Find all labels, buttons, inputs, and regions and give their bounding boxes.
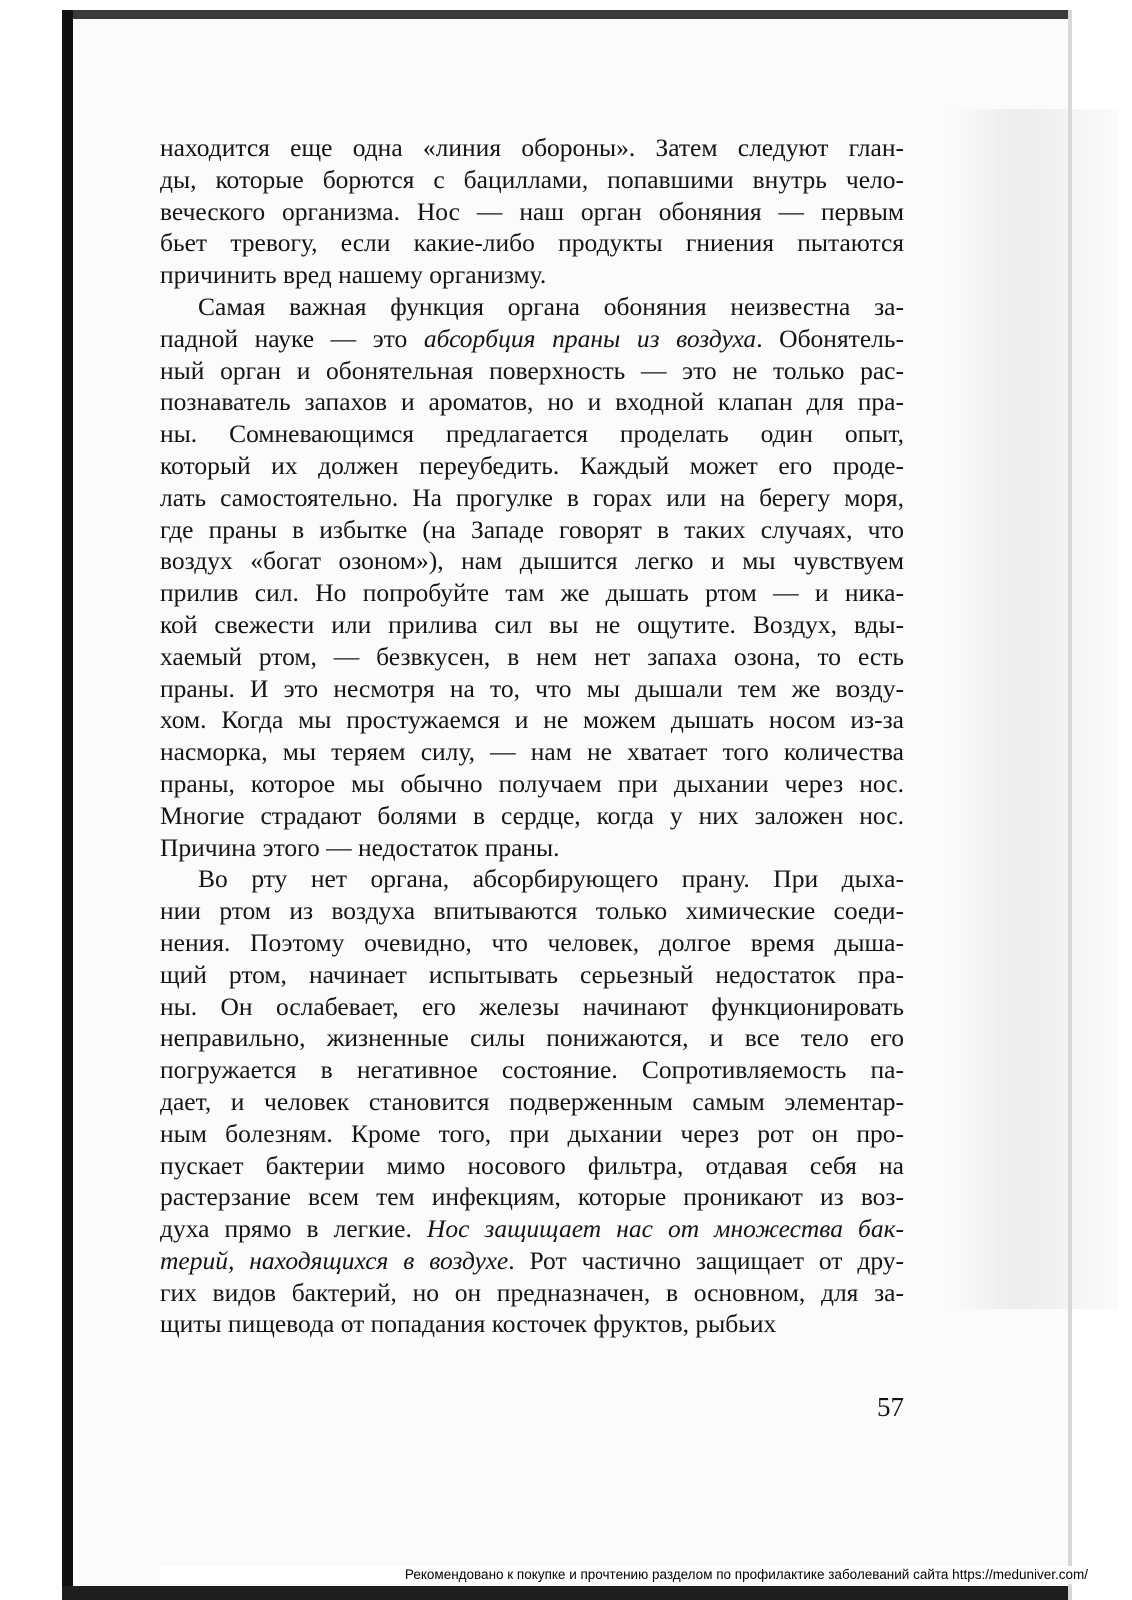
text-line (160, 1277, 904, 1309)
text-segment: бьет тревогу, если какие-либо продукты гниения пытаются (160, 228, 904, 258)
text-line (160, 227, 904, 259)
text-line (160, 164, 904, 196)
italic-text: Нос защищает нас от множества бак- (426, 1214, 904, 1244)
text-segment: щий ртом, начинает испытывать серьезный недостаток пра- (160, 959, 904, 989)
text-segment: хаемый ртом, — безвкусен, в нем нет запаха озона, то есть (160, 641, 904, 671)
text-line (160, 927, 904, 959)
text-line (160, 545, 904, 577)
text-segment: неправильно, жизненные силы понижаются, и все тело его (160, 1023, 904, 1053)
text-segment: ны. Сомневающимся предлагается проделать один опыт, (160, 419, 904, 449)
text-line (160, 1308, 904, 1340)
text-segment: находится еще одна «линия обороны». Затем следуют глан- (160, 133, 904, 162)
text-segment: веческого организма. Нос — наш орган обоняния — первым (160, 196, 904, 226)
text-line (160, 386, 904, 418)
text-line (160, 1213, 904, 1245)
text-line (160, 895, 904, 927)
text-segment: познаватель запахов и ароматов, но и входной клапан для пра- (160, 387, 904, 417)
text-line (160, 323, 904, 355)
text-line (160, 800, 904, 832)
scan-border-left (62, 10, 73, 1600)
text-line (160, 832, 904, 864)
text-segment: духа прямо в легкие. (160, 1214, 427, 1244)
text-line (160, 959, 904, 991)
text-line (160, 991, 904, 1023)
text-segment: падной науке — это (160, 323, 424, 353)
text-segment: воздух «богат озоном»), нам дышится легко и мы чувствуем (160, 546, 904, 576)
text-segment: Во рту нет органа, абсорбирующего прану. При дыха- (198, 864, 904, 894)
text-segment: Причина этого — недостаток праны. (160, 832, 560, 862)
text-segment: праны. И это несмотря на то, что мы дышали тем же возду- (160, 673, 904, 703)
footer-recommendation: Рекомендовано к покупке и прочтению разделом по профилактике заболеваний сайта https://meduniver.com/ (160, 1566, 1088, 1584)
body-text (160, 132, 904, 1340)
text-line (160, 1054, 904, 1086)
text-segment: ным болезням. Кроме того, при дыхании через рот он про- (160, 1118, 904, 1148)
text-segment: хом. Когда мы простужаемся и не можем дышать носом из-за (160, 705, 904, 735)
text-segment: нения. Поэтому очевидно, что человек, долгое время дыша- (160, 927, 904, 957)
text-line (160, 1086, 904, 1118)
text-segment: ды, которые борются с бациллами, попавшими внутрь чело- (160, 164, 904, 194)
text-segment: лать самостоятельно. На прогулке в горах или на берегу моря, (160, 482, 904, 512)
scan-border-right (1068, 10, 1072, 1600)
text-line (160, 482, 904, 514)
text-line (160, 514, 904, 546)
italic-text: терий, находящихся в воздухе (160, 1245, 509, 1275)
text-line (160, 355, 904, 387)
text-segment: который их должен переубедить. Каждый может его проде- (160, 450, 904, 480)
text-line (160, 673, 904, 705)
text-line (160, 768, 904, 800)
text-line (160, 1118, 904, 1150)
scan-margin (0, 0, 62, 1600)
text-segment: праны, которое мы обычно получаем при дыхании через нос. (160, 768, 904, 798)
text-line (160, 259, 904, 291)
text-line (160, 1245, 904, 1277)
text-segment: ный орган и обонятельная поверхность — это не только рас- (160, 355, 904, 385)
italic-text: абсорбция праны из воздуха (423, 323, 757, 353)
text-segment: причинить вред нашему организму. (160, 260, 547, 290)
text-segment: щиты пищевода от попадания косточек фруктов, рыбьих (160, 1309, 777, 1339)
text-line (160, 291, 904, 323)
text-line (160, 704, 904, 736)
text-segment: дает, и человек становится подверженным самым элементар- (160, 1086, 904, 1116)
text-segment: погружается в негативное состояние. Сопротивляемость па- (160, 1055, 904, 1085)
text-segment: растерзание всем тем инфекциям, которые проникают из воз- (160, 1182, 904, 1212)
page-number: 57 (877, 1392, 904, 1422)
text-line (160, 863, 904, 895)
scan-border-bottom (62, 1586, 1072, 1600)
text-segment: . Обонятель- (756, 323, 904, 353)
show-through-shadow (948, 109, 1118, 1309)
text-line (160, 1150, 904, 1182)
text-line (160, 1181, 904, 1213)
text-segment: . Рот частично защищает от дру- (508, 1245, 904, 1275)
text-line (160, 736, 904, 768)
text-segment: кой свежести или прилива сил вы не ощутите. Воздух, вды- (160, 609, 904, 639)
text-line (160, 577, 904, 609)
text-segment: Многие страдают болями в сердце, когда у них заложен нос. (160, 800, 904, 830)
text-line (160, 1022, 904, 1054)
text-segment: нии ртом из воздуха впитываются только химические соеди- (160, 896, 904, 926)
text-segment: насморка, мы теряем силу, — нам не хватает того количества (160, 737, 904, 767)
text-segment: гих видов бактерий, но он предназначен, в основном, для за- (160, 1277, 904, 1307)
text-segment: прилив сил. Но попробуйте там же дышать ртом — и ника- (160, 578, 904, 608)
text-line (160, 418, 904, 450)
scan-border-top (62, 10, 1072, 19)
text-segment: пускает бактерии мимо носового фильтра, отдавая себя на (160, 1150, 904, 1180)
text-segment: ны. Он ослабевает, его железы начинают функционировать (160, 991, 904, 1021)
text-line (160, 609, 904, 641)
text-line (160, 132, 904, 164)
text-segment: Самая важная функция органа обоняния неизвестна за- (198, 291, 904, 321)
text-line (160, 641, 904, 673)
text-line (160, 450, 904, 482)
text-line (160, 196, 904, 228)
text-segment: где праны в избытке (на Западе говорят в таких случаях, что (160, 514, 904, 544)
